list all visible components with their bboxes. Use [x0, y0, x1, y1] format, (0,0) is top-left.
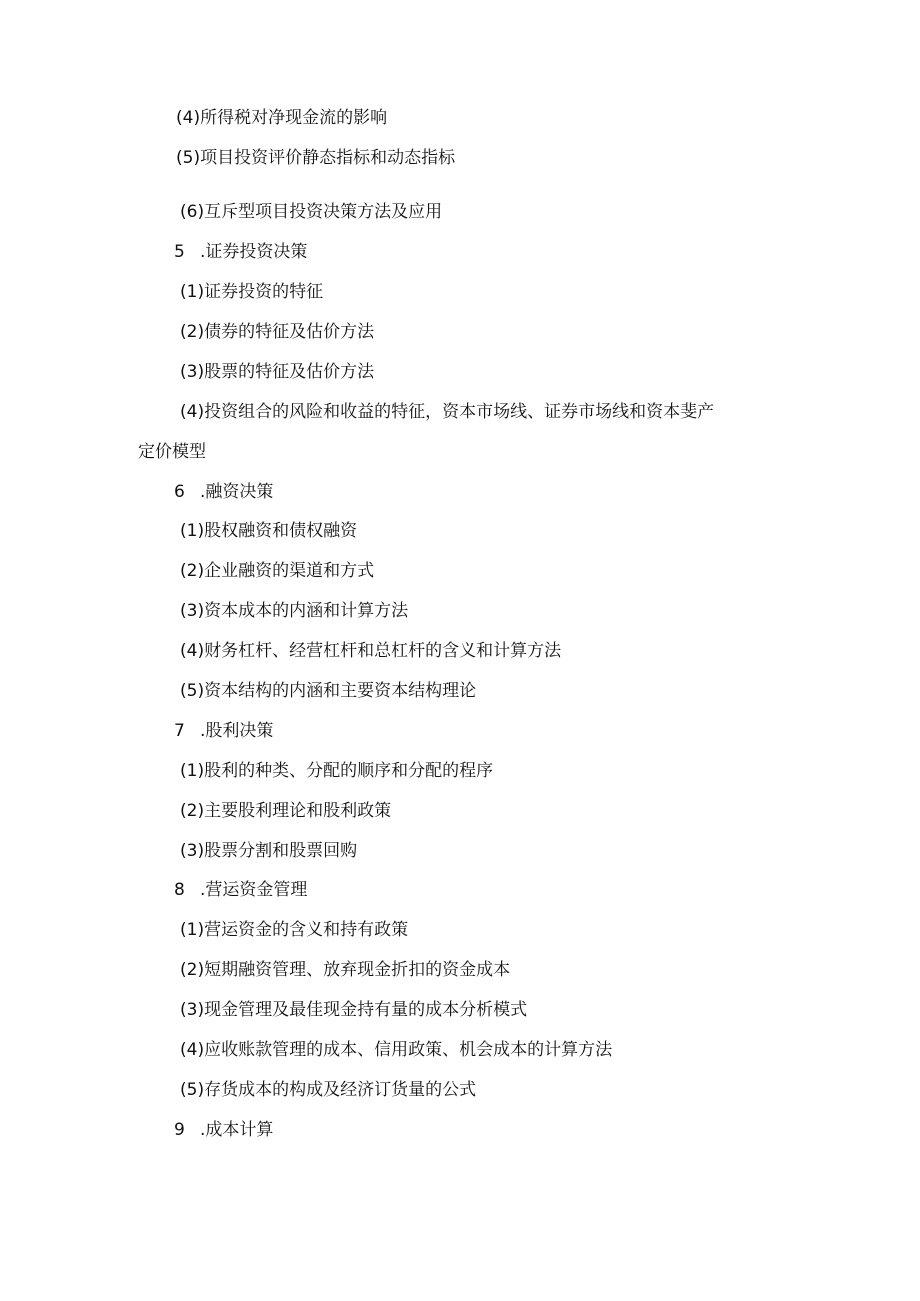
- section-heading: [174, 719, 273, 743]
- list-item: (5)资本结构的内涵和主要资本结构理论: [180, 681, 477, 701]
- list-item: (4)投资组合的风险和收益的特征，资本市场线、证券市场线和资本斐产: [180, 402, 715, 422]
- section-title: .成本计算: [200, 1120, 274, 1140]
- list-item: (2)主要股利理论和股利政策: [180, 801, 392, 821]
- list-item: (2)企业融资的渠道和方式: [180, 561, 375, 581]
- section-title: .营运资金管理: [200, 880, 308, 900]
- list-item: (6)互斥型项目投资决策方法及应用: [180, 202, 443, 222]
- list-item: (2)债券的特征及估价方法: [180, 322, 375, 342]
- section-title: .融资决策: [200, 482, 274, 502]
- list-item-continuation: 定价模型: [138, 442, 206, 462]
- list-item: (1)证券投资的特征: [180, 282, 324, 302]
- list-item: (4)所得税对净现金流的影响: [176, 108, 388, 128]
- section-title: .股利决策: [200, 721, 274, 741]
- list-item: (4)应收账款管理的成本、信用政策、机会成本的计算方法: [180, 1040, 613, 1060]
- section-title: .证券投资决策: [200, 242, 308, 262]
- list-item: (1)股利的种类、分配的顺序和分配的程序: [180, 761, 494, 781]
- list-item: (2)短期融资管理、放弃现金折扣的资金成本: [180, 960, 511, 980]
- list-item: (5)项目投资评价静态指标和动态指标: [176, 148, 456, 168]
- section-heading: [174, 480, 273, 504]
- list-item: (3)股票分割和股票回购: [180, 841, 358, 861]
- list-item: (3)资本成本的内涵和计算方法: [180, 601, 409, 621]
- list-item: (3)股票的特征及估价方法: [180, 362, 375, 382]
- list-item: (3)现金管理及最佳现金持有量的成本分析模式: [180, 1000, 528, 1020]
- section-number: 6: [174, 482, 185, 502]
- list-item: (4)财务杠杆、经营杠杆和总杠杆的含义和计算方法: [180, 641, 562, 661]
- section-number: 8: [174, 880, 185, 900]
- section-number: 5: [174, 242, 185, 262]
- list-item: (1)股权融资和债权融资: [180, 521, 358, 541]
- section-number: 7: [174, 721, 185, 741]
- section-number: 9: [174, 1120, 185, 1140]
- section-heading: [174, 878, 307, 902]
- section-heading: [174, 1118, 273, 1142]
- list-item: (1)营运资金的含义和持有政策: [180, 920, 409, 940]
- section-heading: [174, 240, 307, 264]
- list-item: (5)存货成本的构成及经济订货量的公式: [180, 1080, 477, 1100]
